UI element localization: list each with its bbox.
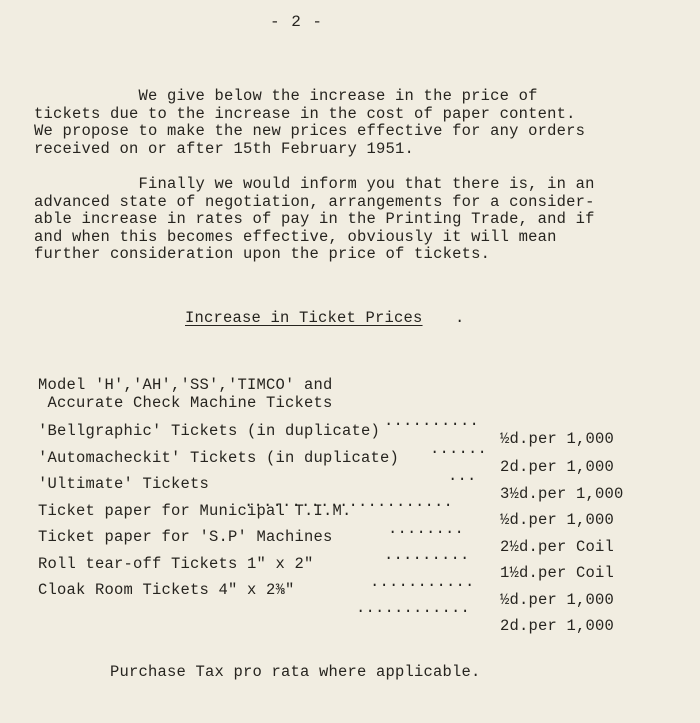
paragraph-line: received on or after 15th February 1951. (34, 139, 415, 158)
row-price: 1½d.per Coil (500, 564, 615, 582)
row-price: ½d.per 1,000 (500, 430, 615, 448)
row-leader-dots: ............ (356, 599, 471, 617)
paragraph-line: further consideration upon the price of tickets. (34, 245, 491, 263)
row-description: Cloak Room Tickets 4" x 2⅜" (38, 581, 295, 599)
row-description: 'Automacheckit' Tickets (in duplicate) (38, 449, 400, 467)
row-price: 2d.per 1,000 (500, 458, 615, 476)
row-price: ½d.per 1,000 (500, 591, 615, 609)
paragraph-line: We give below the increase in the price of (34, 87, 538, 105)
purchase-tax-note: Purchase Tax pro rata where applicable. (110, 663, 481, 681)
paragraph-price-increase (34, 88, 684, 158)
row-price: 2d.per 1,000 (500, 617, 615, 635)
row-price: 2½d.per Coil (500, 538, 615, 556)
page-number: - 2 - (270, 13, 324, 31)
paragraph-line: and when this becomes effective, obviously it will mean (34, 227, 557, 246)
row-description: 'Ultimate' Tickets (38, 475, 210, 493)
row-description: Ticket paper for 'S.P' Machines (38, 528, 333, 546)
paragraph-line: advanced state of negotiation, arrangements for a consider- (34, 192, 595, 211)
row-description: Accurate Check Machine Tickets (38, 394, 333, 412)
row-price: 3½d.per 1,000 (500, 485, 624, 503)
table-heading-period: . (455, 309, 465, 327)
paragraph-line: Finally we would inform you that there is, in an (34, 175, 595, 193)
row-leader-dots: ...................... (244, 493, 454, 511)
row-leader-dots: ......... (384, 546, 470, 564)
paragraph-line: tickets due to the increase in the cost of paper content. (34, 104, 576, 123)
row-description: Model 'H','AH','SS','TIMCO' and (38, 376, 333, 394)
paragraph-negotiation (34, 176, 684, 264)
row-description: Roll tear-off Tickets 1" x 2" (38, 555, 314, 573)
row-leader-dots: ... (448, 467, 477, 485)
paragraph-line: We propose to make the new prices effective for any orders (34, 122, 586, 140)
paragraph-line: able increase in rates of pay in the Printing Trade, and if (34, 210, 595, 228)
price-row (38, 563, 658, 653)
row-leader-dots: ........... (370, 573, 475, 591)
row-price: ½d.per 1,000 (500, 511, 615, 529)
row-leader-dots: .......... (384, 412, 480, 430)
row-description: Ticket paper for Municipal T.I.M. (38, 502, 352, 520)
table-heading: Increase in Ticket Prices (185, 309, 423, 327)
row-leader-dots: ...... (430, 440, 488, 458)
row-leader-dots: ........ (388, 520, 465, 538)
row-description: 'Bellgraphic' Tickets (in duplicate) (38, 422, 381, 440)
